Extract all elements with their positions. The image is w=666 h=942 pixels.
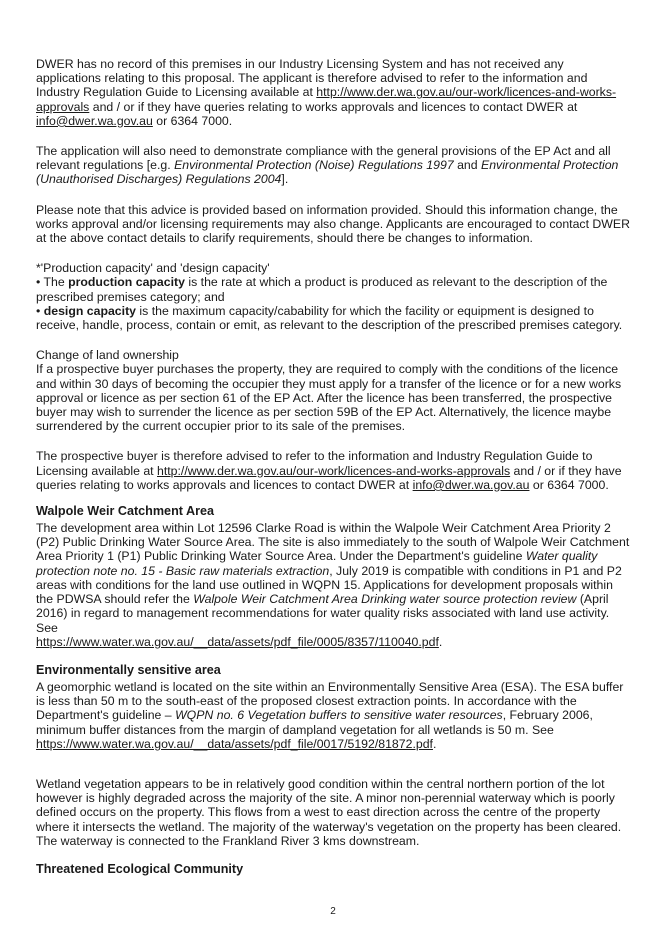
text: A geomorphic wetland is located on the site within an Environmentally Sensitive Area (ESA). The ESA buffer is less than 50 m to the south-east of the proposed closest extraction points. In accordance with the Department's guideline – [36,679,624,723]
text: and [453,158,482,173]
walpole-pdf-link[interactable]: https://www.water.wa.gov.au/__data/assets/pdf_file/0005/8357/110040.pdf [36,634,439,649]
bullet-prefix: • [36,303,44,318]
text: , February 2006, minimum buffer distances from the margin of dampland vegetation for all wetlands is 50 m. See [36,708,593,737]
paragraph-licensing [36,57,630,128]
text: and / or if they have queries relating to works approvals and licences to contact DWER at [36,463,622,492]
text: ]. [281,172,289,187]
capacity-heading: *'Production capacity' and 'design capacity' [36,261,270,276]
text: (April 2016) in regard to management recommendations for water quality risks associated with land use activity. See [36,592,610,635]
bullet-prefix: • The [36,275,69,290]
regulation-title: Environmental Protection (Unauthorised Discharges) Regulations 2004 [36,158,619,187]
text: , July 2019 is compatible with conditions in P1 and P2 areas with conditions for the land use outlined in WQPN 15. Applications for development proposals within the PDWSA should refer the [36,563,622,607]
paragraph-esa [36,680,630,751]
licences-link[interactable]: http://www.der.wa.gov.au/our-work/licences-and-works-approvals [157,463,511,478]
paragraph-advice-note: Please note that this advice is provided based on information provided. Should this information change, the works approval and/or licensing requirements may also change. Applicants are encouraged to contact DWER at the above contact details to clarify requirements, should there be changes to information. [36,202,630,246]
text: is the rate at which a product is produced as relevant to the description of the prescribed premises category; and [36,275,608,304]
section-heading-walpole: Walpole Weir Catchment Area [36,504,214,519]
paragraph-ownership: If a prospective buyer purchases the property, they are required to comply with the conditions of the licence and within 30 days of becoming the occupier they must apply for a transfer of the licence or for a new works approval or licence as per section 61 of the EP Act. After the licence has been transferred, the prospective buyer may wish to surrender the licence as per section 59B of the EP Act. Alternatively, the licence maybe surrendered by the current occupier prior to its sale of the premises. [36,362,622,434]
paragraph-wetland-vegetation: Wetland vegetation appears to be in relatively good condition within the central northern portion of the lot however is highly degraded across the majority of the site. A minor non-perennial waterway which is poorly defined occurs on the property. This flows from a west to east direction across the centre of the property where it intersects the wetland. The majority of the waterway's vegetation on the property has been cleared. The waterway is connected to the Frankland River 3 kms downstream. [36,776,622,848]
regulation-title: Environmental Protection (Noise) Regulations 1997 [174,158,454,173]
term: production capacity [68,275,185,290]
guideline-title: WQPN no. 6 Vegetation buffers to sensitive water resources [175,708,503,723]
guideline-title: Walpole Weir Catchment Area Drinking water source protection review [193,592,577,607]
text: is the maximum capacity/cabability for which the facility or equipment is designed to receive, handle, process, contain or emit, as relevant to the description of the prescribed premises category. [36,303,623,333]
email-link[interactable]: info@dwer.wa.gov.au [36,113,153,128]
page-number: 2 [330,906,336,917]
text: or 6364 7000. [152,113,233,128]
text: . [432,736,437,751]
term: design capacity [43,303,136,318]
text: The development area within Lot 12596 Clarke Road is within the Walpole Weir Catchment Area Priority 2 (P2) Public Drinking Water Source Area. The site is also immediately to the south of Walpole Weir Catchment Area Priority 1 (P1) Public Drinking Water Source Area. Under the Department's guideline [36,521,630,564]
section-heading-esa: Environmentally sensitive area [36,662,221,677]
capacity-bullet-design [36,304,630,332]
text: The application will also need to demonstrate compliance with the general provisions of the EP Act and all relevant regulations [e.g. [36,144,611,173]
text: DWER has no record of this premises in our Industry Licensing System and has not received any applications relating to this proposal. The applicant is therefore advised to refer to the information and Industry Regulation Guide to Licensing available at [36,57,588,100]
ownership-heading: Change of land ownership [36,348,179,363]
esa-pdf-link[interactable]: https://www.water.wa.gov.au/__data/assets/pdf_file/0017/5192/81872.pdf [36,736,433,751]
licences-link[interactable]: http://www.der.wa.gov.au/our-work/licences-and-works-approvals [36,85,617,114]
text: . [438,634,443,649]
text: The prospective buyer is therefore advised to refer to the information and Industry Regulation Guide to Licensing available at [36,449,593,478]
paragraph-walpole [36,521,630,649]
email-link[interactable]: info@dwer.wa.gov.au [412,477,530,492]
guideline-title: Water quality protection note no. 15 - Basic raw materials extraction [36,549,598,578]
paragraph-regulations [36,144,630,187]
text: or 6364 7000. [529,477,609,492]
section-heading-tec: Threatened Ecological Community [36,861,244,876]
capacity-bullet-production [36,275,630,303]
text: and / or if they have queries relating to works approvals and licences to contact DWER at [89,99,578,114]
paragraph-buyer-advice [36,449,630,492]
